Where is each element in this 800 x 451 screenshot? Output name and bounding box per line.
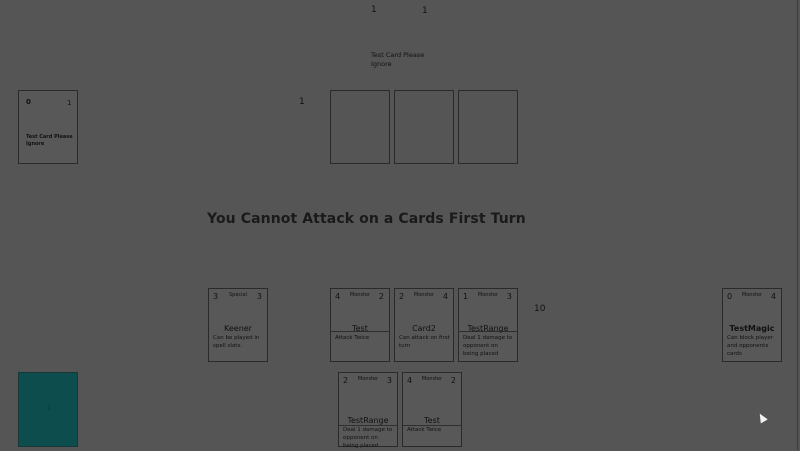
mouse-cursor-icon xyxy=(756,412,767,424)
card-stat: 3 xyxy=(506,292,512,301)
card-type: Monster xyxy=(349,292,371,298)
card-type: Monster xyxy=(421,376,443,382)
card-stat: 4 xyxy=(770,292,776,301)
board-card-testrange[interactable] xyxy=(458,288,518,362)
card-type: Monster xyxy=(477,292,499,298)
card-divider xyxy=(459,331,517,332)
card-description: Attack Twice xyxy=(407,427,442,433)
card-stat: 3 xyxy=(256,292,262,301)
deck-card-cost: 0 xyxy=(26,98,31,106)
card-cost: 4 xyxy=(335,292,341,301)
card-divider xyxy=(339,425,397,426)
card-description: Can attack on first turn xyxy=(399,335,450,349)
card-name: Test xyxy=(424,416,440,425)
card-stat: 3 xyxy=(386,376,392,385)
card-type: Monster xyxy=(413,292,435,298)
card-description: Can be played in spell slots. xyxy=(213,335,260,349)
player-deck[interactable] xyxy=(18,372,78,447)
board-card-test[interactable] xyxy=(330,288,390,362)
card-cost: 2 xyxy=(399,292,405,301)
side-card-stack[interactable] xyxy=(722,288,782,362)
card-divider xyxy=(403,425,461,426)
board-card-card2[interactable] xyxy=(394,288,454,362)
card-stat: 2 xyxy=(378,292,384,301)
top-counter-right: 1 xyxy=(422,6,428,16)
card-type: Special xyxy=(228,292,247,298)
game-message: You Cannot Attack on a Cards First Turn xyxy=(207,211,526,227)
card-cost: 1 xyxy=(463,292,469,301)
card-type: Monster xyxy=(741,292,763,298)
card-name: Card2 xyxy=(412,324,436,333)
hand-card-testrange[interactable] xyxy=(338,372,398,447)
opponent-card-preview-text: Test Card Please Ignore xyxy=(371,51,425,68)
card-cost: 2 xyxy=(343,376,349,385)
card-cost: 0 xyxy=(727,292,733,301)
card-stat: 2 xyxy=(450,376,456,385)
player-resource-count: 10 xyxy=(534,304,546,314)
card-description: Deal 1 damage to opponent on being placed xyxy=(343,427,393,449)
board-card-keener[interactable] xyxy=(208,288,268,362)
card-divider xyxy=(331,331,389,332)
card-stat: 4 xyxy=(442,292,448,301)
card-description: Deal 1 damage to opponent on being placed xyxy=(463,335,513,357)
top-counter-left: 1 xyxy=(371,5,377,15)
card-cost: 4 xyxy=(407,376,413,385)
opponent-deck-card[interactable] xyxy=(18,90,78,164)
opponent-slot-1[interactable] xyxy=(330,90,390,164)
opponent-hand-count: 1 xyxy=(299,97,305,107)
deck-card-stat: 1 xyxy=(67,99,72,107)
player-deck-count: 1 xyxy=(47,404,52,412)
card-name: TestMagic xyxy=(729,324,775,333)
opponent-slot-2[interactable] xyxy=(394,90,454,164)
card-type: Monster xyxy=(357,376,379,382)
card-name: Test xyxy=(352,324,368,333)
opponent-slot-3[interactable] xyxy=(458,90,518,164)
card-name: Keener xyxy=(224,324,252,333)
card-name: TestRange xyxy=(467,324,509,333)
hand-card-test[interactable] xyxy=(402,372,462,447)
screen-edge xyxy=(797,0,798,450)
card-name: TestRange xyxy=(347,416,389,425)
card-description: Can block player and opponents cards xyxy=(727,335,774,357)
card-cost: 3 xyxy=(213,292,219,301)
card-description: Attack Twice xyxy=(335,335,370,341)
deck-card-text: Test Card Please Ignore xyxy=(26,134,73,147)
